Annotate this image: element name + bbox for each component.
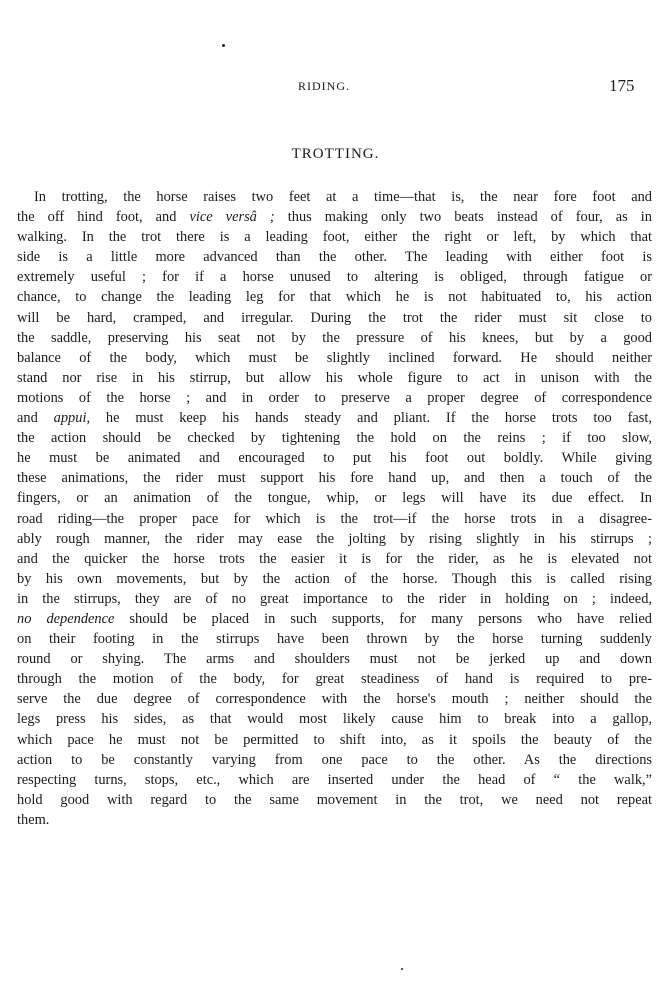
text-line [17,187,652,207]
text-line [17,428,652,448]
text-run: the saddle, preserving his seat not by the pressure of his knees, but by a good [17,329,652,346]
text-run: will be hard, cramped, and irregular. During the trot the rider must sit close to [17,309,652,326]
text-run: fingers, or an animation of the tongue, whip, or legs will have its due effect. In [17,490,652,507]
text-run: the off hind foot, and [17,209,190,226]
text-run: legs press his sides, as that would most likely cause him to break into a gallop, [17,711,652,728]
text-line [17,810,652,830]
text-line [17,227,652,247]
text-line [17,609,652,629]
text-run: ably rough manner, the rider may ease the jolting by rising slightly in his stirrups ; [17,530,652,547]
text-run: extremely useful ; for if a horse unused to altering is obliged, through fatigue or [17,269,652,286]
text-run: stand nor rise in his stirrup, but allow his whole figure to act in unison with the [17,369,652,386]
page-number: 175 [609,76,635,95]
text-run: In trotting, the horse raises two feet at a time—that is, the near fore foot and [34,189,652,205]
text-line [17,328,652,348]
italic-term: no dependence [17,610,115,627]
italic-term: vice versâ ; [189,209,275,226]
text-run: round or shying. The arms and shoulders must not be jerked up and down [17,651,652,668]
text-line [17,770,652,790]
text-line [17,629,652,649]
text-line [17,388,652,408]
text-run: chance, to change the leading leg for that which he is not habituated to, his action [17,289,652,306]
text-line [17,730,652,750]
text-line [17,649,652,669]
text-run: side is a little more advanced than the other. The leading with either foot is [17,249,652,266]
text-run: should be placed in such supports, for many persons who have relied [114,610,652,627]
text-line [17,509,652,529]
ink-speck [222,44,225,47]
text-line [17,709,652,729]
text-line [17,790,652,810]
text-line [17,488,652,508]
text-run: these animations, the rider must support his fore hand up, and then a touch of the [17,470,652,487]
text-line [17,267,652,287]
text-run: serve the due degree of correspondence with the horse's mouth ; neither should the [17,691,652,708]
text-run: on their footing in the stirrups have been thrown by the horse turning suddenly [17,631,652,648]
text-run: hold good with regard to the same movement in the trot, we need not repeat [17,791,652,808]
text-line [17,448,652,468]
text-line [17,308,652,328]
text-line [17,247,652,267]
text-run: them. [17,811,50,828]
text-line [17,408,652,428]
text-line [17,207,652,227]
body-paragraph [17,187,652,830]
text-line [17,468,652,488]
text-run: motions of the horse ; and in order to preserve a proper degree of correspondence [17,389,652,406]
text-run: thus making only two beats instead of four, as in [274,209,652,226]
ink-speck [401,968,403,970]
text-run: and the quicker the horse trots the easier it is for the rider, as he is elevated not [17,550,652,567]
text-line [17,750,652,770]
running-title: RIDING. [298,79,350,93]
text-run: road riding—the proper pace for which is the trot—if the horse trots in a disagree- [17,510,652,527]
running-head [0,76,667,98]
text-line [17,569,652,589]
text-run: the action should be checked by tightening the hold on the reins ; if too slow, [17,430,652,447]
text-line [17,589,652,609]
text-run: and [17,410,54,427]
text-run: in the stirrups, they are of no great importance to the rider in holding on ; indeed, [17,590,652,607]
text-run: walking. In the trot there is a leading foot, either the right or left, by which that [17,229,652,246]
text-run: balance of the body, which must be slightly inclined forward. He should neither [17,349,652,366]
chapter-title: TROTTING. [291,146,380,162]
text-line [17,549,652,569]
text-line [17,689,652,709]
text-line [17,287,652,307]
text-run: respecting turns, stops, etc., which are inserted under the head of “ the walk,” [17,771,652,788]
italic-term: appui [53,410,87,427]
text-run: through the motion of the body, for great steadiness of hand is required to pre- [17,671,652,688]
text-run: action to be constantly varying from one pace to the other. As the directions [17,751,652,768]
text-line [17,348,652,368]
text-run: by his own movements, but by the action of the horse. Though this is called rising [17,570,652,587]
text-line [17,529,652,549]
text-run: he must be animated and encouraged to put his foot out boldly. While giving [17,450,652,467]
text-run: which pace he must not be permitted to shift into, as it spoils the beauty of the [17,731,652,748]
text-line [17,669,652,689]
text-run: , he must keep his hands steady and pliant. If the horse trots too fast, [86,410,652,427]
text-line [17,368,652,388]
